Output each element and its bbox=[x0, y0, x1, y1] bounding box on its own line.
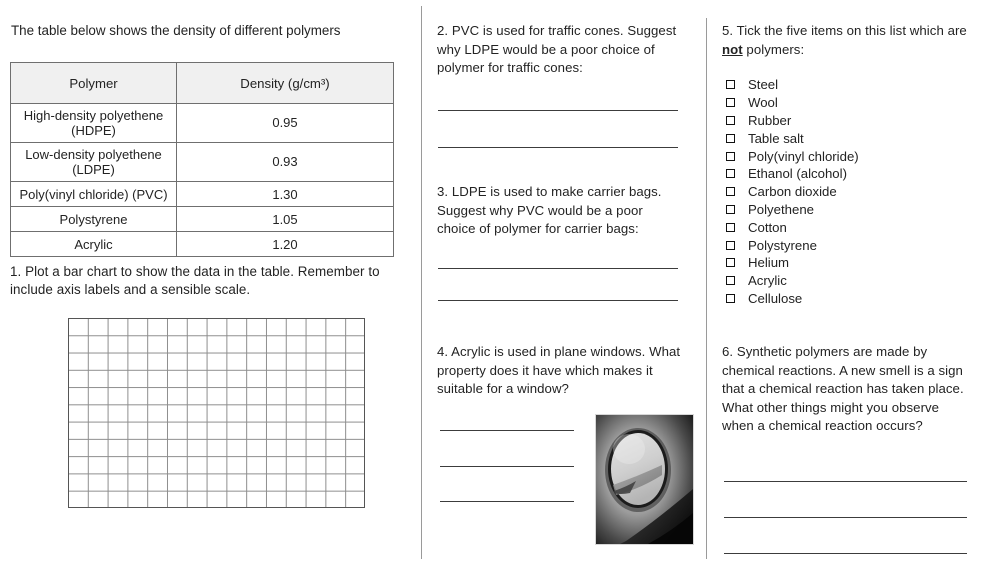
checkbox-icon[interactable] bbox=[726, 241, 735, 250]
list-item[interactable] bbox=[722, 76, 977, 94]
checkbox-icon[interactable] bbox=[726, 80, 735, 89]
graph-paper-grid[interactable] bbox=[68, 318, 365, 508]
list-item[interactable] bbox=[722, 94, 977, 112]
checklist-label: Steel bbox=[748, 77, 779, 93]
checkbox-icon[interactable] bbox=[726, 152, 735, 161]
column-divider-left bbox=[421, 6, 422, 559]
checklist-label: Ethanol (alcohol) bbox=[748, 166, 847, 182]
table-cell-density: 1.30 bbox=[177, 182, 394, 207]
table-row bbox=[11, 104, 394, 143]
answer-line[interactable] bbox=[438, 110, 678, 111]
checkbox-icon[interactable] bbox=[726, 258, 735, 267]
table-header-polymer: Polymer bbox=[11, 63, 177, 104]
checklist-label: Helium bbox=[748, 255, 790, 271]
table-cell-polymer: Poly(vinyl chloride) (PVC) bbox=[11, 182, 177, 207]
question-5-emphasis: not bbox=[722, 41, 743, 57]
list-item[interactable] bbox=[722, 112, 977, 130]
answer-line[interactable] bbox=[438, 300, 678, 301]
answer-line[interactable] bbox=[438, 268, 678, 269]
polymer-checklist bbox=[722, 76, 977, 307]
answer-line[interactable] bbox=[440, 466, 574, 467]
checkbox-icon[interactable] bbox=[726, 134, 735, 143]
table-header-row bbox=[11, 63, 394, 104]
checklist-label: Polystyrene bbox=[748, 237, 817, 253]
plane-window-image bbox=[595, 414, 694, 545]
checklist-label: Rubber bbox=[748, 112, 792, 128]
table-cell-polymer bbox=[11, 143, 177, 182]
question-4-text: 4. Acrylic is used in plane windows. What property does it have which makes it suitable for a window? bbox=[437, 344, 681, 397]
checklist-label: Table salt bbox=[748, 130, 804, 146]
answer-line[interactable] bbox=[724, 517, 967, 518]
table-cell-density: 1.20 bbox=[177, 232, 394, 257]
question-2-text: 2. PVC is used for traffic cones. Suggest why LDPE would be a poor choice of polymer for traffic cones: bbox=[437, 23, 677, 76]
polymer-name-line-2: (LDPE) bbox=[72, 162, 115, 177]
checkbox-icon[interactable] bbox=[726, 294, 735, 303]
checklist-label: Wool bbox=[748, 95, 778, 111]
checklist-label: Cotton bbox=[748, 219, 787, 235]
list-item[interactable] bbox=[722, 272, 977, 290]
table-cell-polymer: Polystyrene bbox=[11, 207, 177, 232]
plane-window-illustration bbox=[596, 415, 693, 544]
list-item[interactable] bbox=[722, 183, 977, 201]
answer-line[interactable] bbox=[440, 501, 574, 502]
table-cell-polymer bbox=[11, 104, 177, 143]
checklist-label: Cellulose bbox=[748, 290, 803, 306]
table-header-density: Density (g/cm³) bbox=[177, 63, 394, 104]
table-row bbox=[11, 143, 394, 182]
question-1-text: 1. Plot a bar chart to show the data in the table. Remember to include axis labels and a sensible scale. bbox=[10, 264, 380, 298]
checkbox-icon[interactable] bbox=[726, 187, 735, 196]
question-5-part-2: polymers: bbox=[742, 41, 805, 57]
list-item[interactable] bbox=[722, 218, 977, 236]
polymer-name-line-1: Low-density polyethene bbox=[25, 146, 162, 162]
question-5-text bbox=[722, 22, 972, 59]
density-table bbox=[10, 62, 394, 257]
checkbox-icon[interactable] bbox=[726, 169, 735, 178]
answer-line[interactable] bbox=[440, 430, 574, 431]
list-item[interactable] bbox=[722, 236, 977, 254]
table-cell-density: 0.93 bbox=[177, 143, 394, 182]
checklist-label: Carbon dioxide bbox=[748, 184, 837, 200]
question-5-part-1: 5. Tick the five items on this list which are bbox=[722, 23, 967, 38]
answer-line[interactable] bbox=[438, 147, 678, 148]
column-divider-right bbox=[706, 18, 707, 559]
list-item[interactable] bbox=[722, 129, 977, 147]
question-3-text: 3. LDPE is used to make carrier bags. Suggest why PVC would be a poor choice of polymer for carrier bags: bbox=[437, 184, 662, 237]
table-row bbox=[11, 207, 394, 232]
answer-line[interactable] bbox=[724, 553, 967, 554]
checklist-label: Polyethene bbox=[748, 201, 814, 217]
table-row bbox=[11, 232, 394, 257]
answer-line[interactable] bbox=[724, 481, 967, 482]
table-cell-polymer: Acrylic bbox=[11, 232, 177, 257]
polymer-name-line-2: (HDPE) bbox=[71, 123, 116, 138]
list-item[interactable] bbox=[722, 201, 977, 219]
list-item[interactable] bbox=[722, 290, 977, 308]
checklist-label: Poly(vinyl chloride) bbox=[748, 148, 859, 164]
list-item[interactable] bbox=[722, 165, 977, 183]
list-item[interactable] bbox=[722, 254, 977, 272]
table-cell-density: 1.05 bbox=[177, 207, 394, 232]
checklist-label: Acrylic bbox=[748, 273, 787, 289]
list-item[interactable] bbox=[722, 147, 977, 165]
checkbox-icon[interactable] bbox=[726, 205, 735, 214]
question-6-text: 6. Synthetic polymers are made by chemical reactions. A new smell is a sign that a chemical reaction has taken place. What other things might you observe when a chemical reaction occurs? bbox=[722, 344, 964, 434]
checkbox-icon[interactable] bbox=[726, 223, 735, 232]
checkbox-icon[interactable] bbox=[726, 98, 735, 107]
table-row bbox=[11, 182, 394, 207]
intro-text: The table below shows the density of different polymers bbox=[11, 23, 341, 38]
table-cell-density: 0.95 bbox=[177, 104, 394, 143]
checkbox-icon[interactable] bbox=[726, 116, 735, 125]
checkbox-icon[interactable] bbox=[726, 276, 735, 285]
polymer-name-line-1: High-density polyethene bbox=[23, 107, 164, 123]
